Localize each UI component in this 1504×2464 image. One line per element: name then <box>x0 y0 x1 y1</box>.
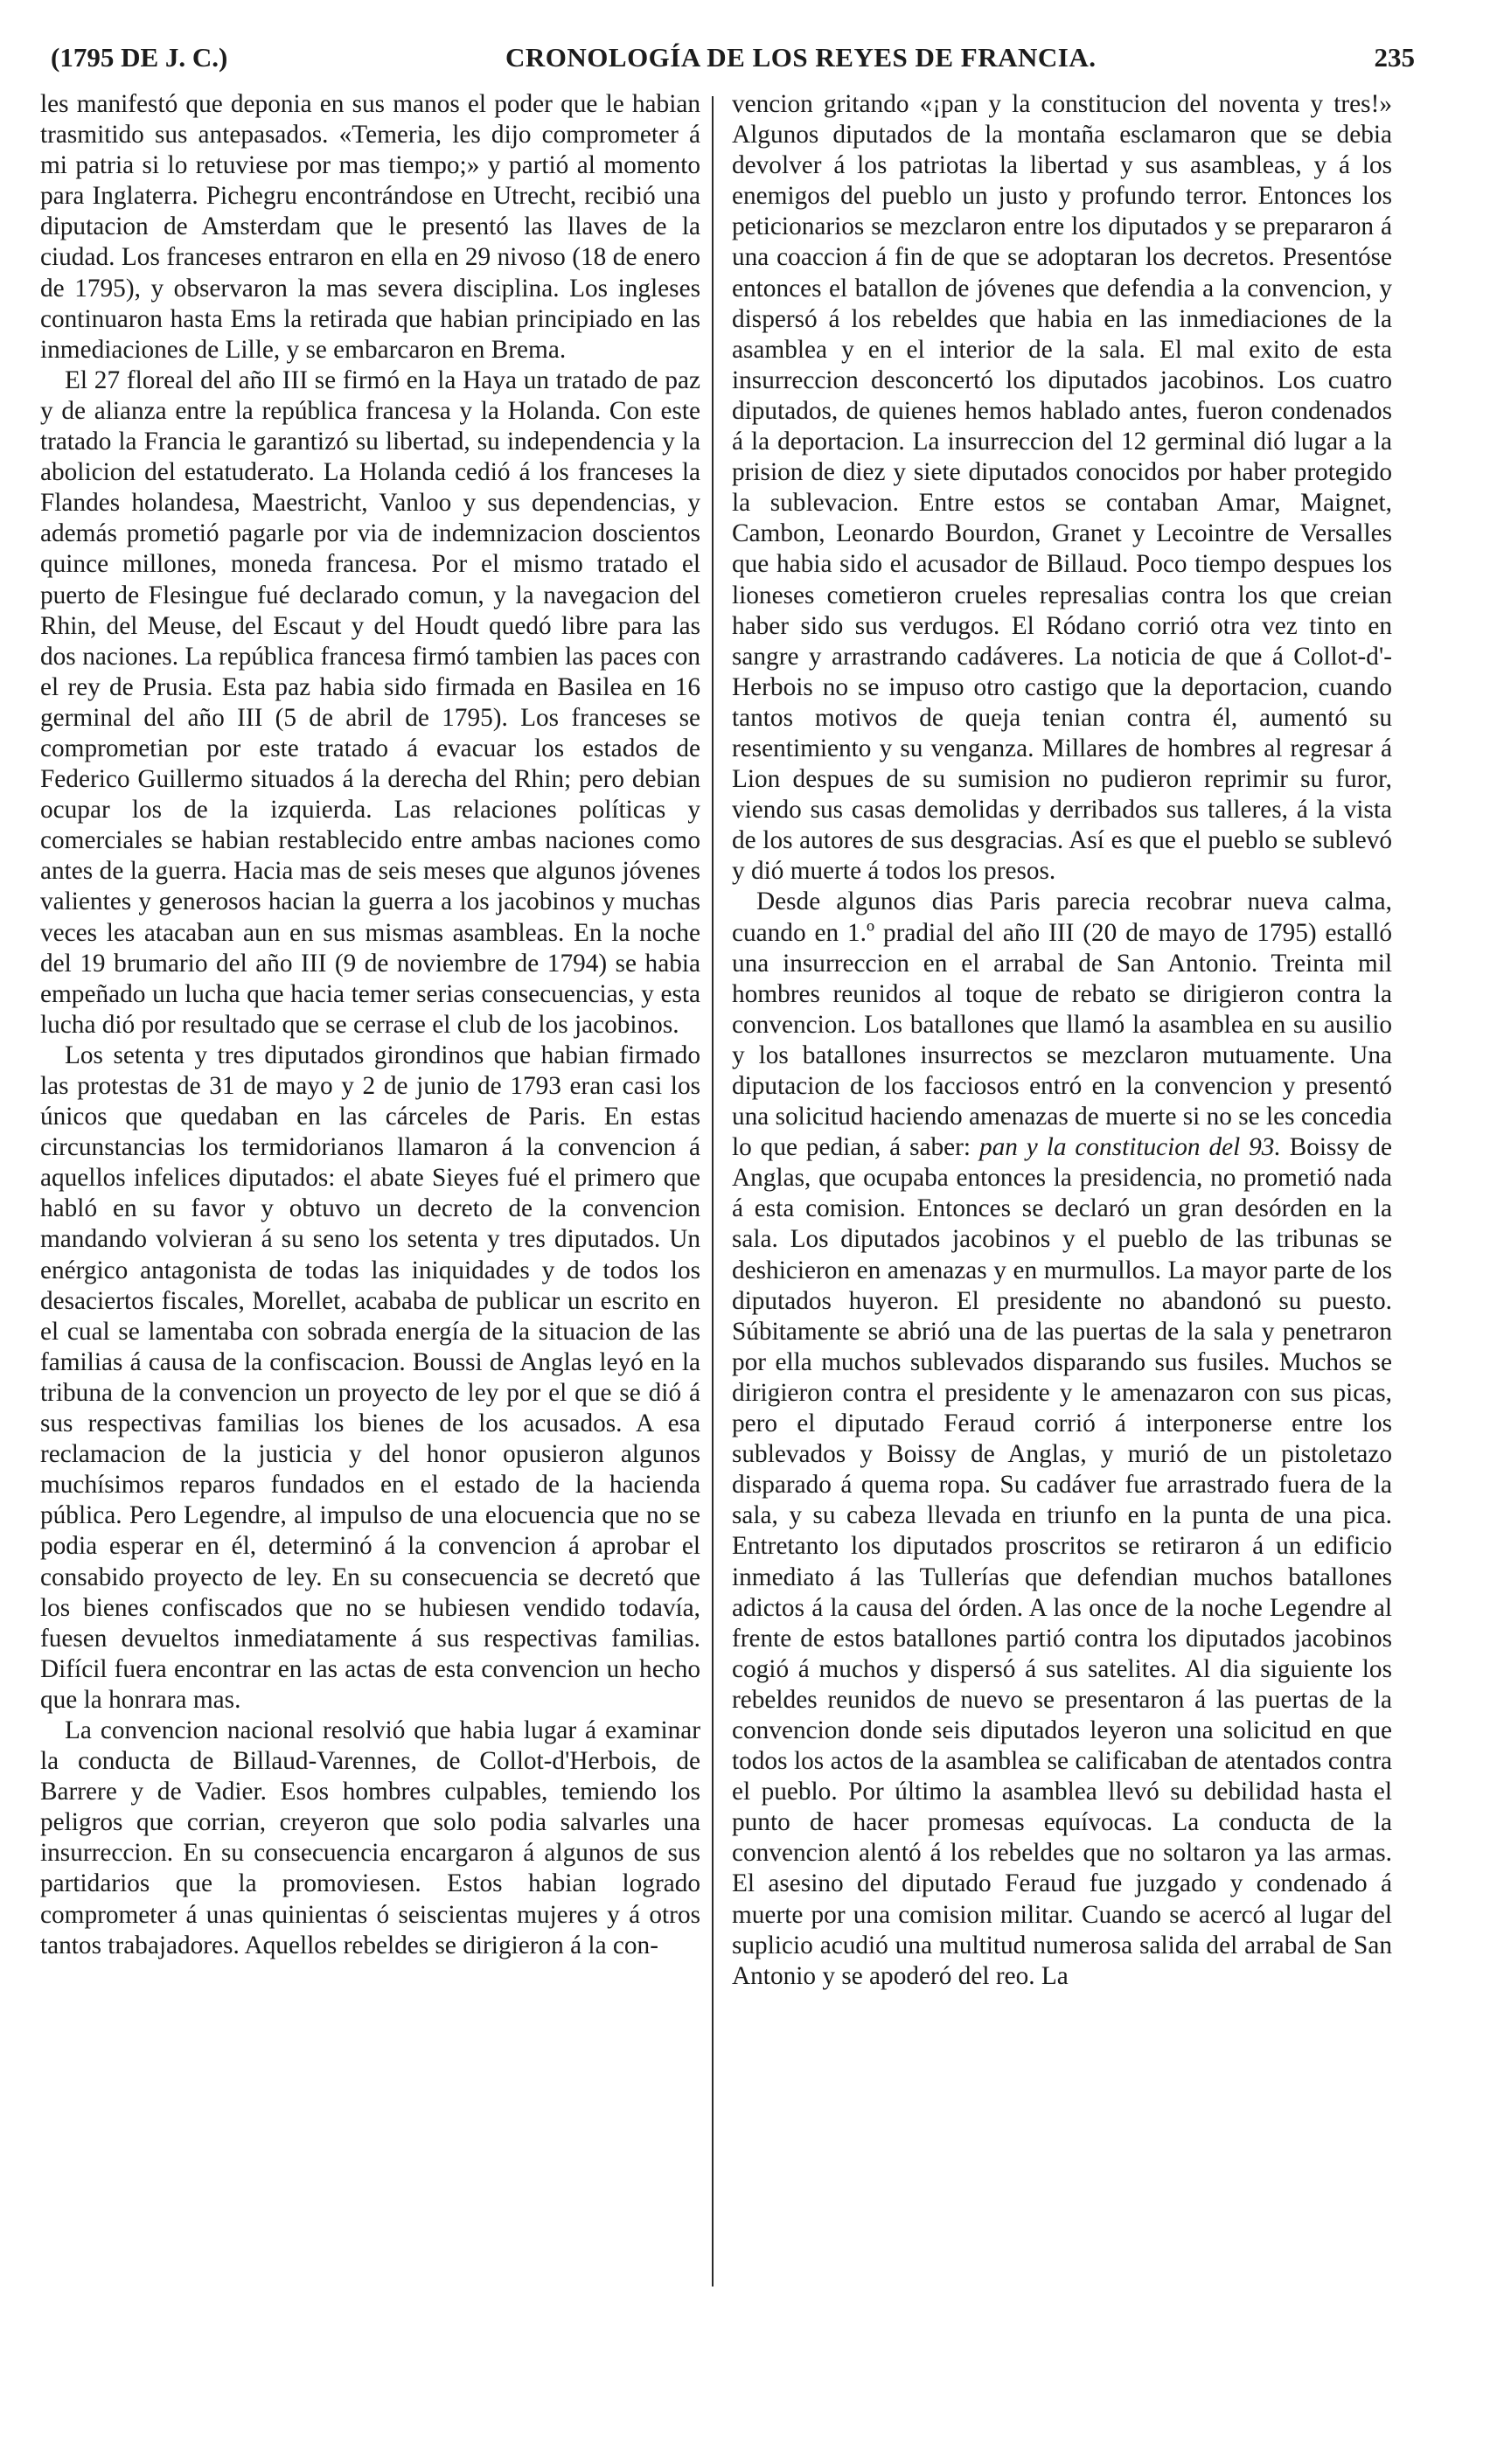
italic-quote: pan y la constitucion del 93. <box>978 1133 1281 1162</box>
paragraph: les manifestó que deponia en sus manos el poder que le habian trasmitido sus antepasados. «Temeria, les dijo comprometer á mi patria si lo retuviese por mas tiempo;» y partió al momento para Inglaterra. Pichegru encontrándose en Utrecht, recibió una diputacion de Amsterdam que le presentó las llaves de la ciudad. Los franceses entraron en ella en 29 nivoso (18 de enero de 1795), y observaron la mas severa disciplina. Los ingleses continuaron hasta Ems la retirada que habian principiado en las inmediaciones de Lille, y se embarcaron en Brema. <box>40 90 700 364</box>
column-divider <box>712 96 714 2287</box>
page-number: 235 <box>1374 42 1415 73</box>
right-column <box>732 89 1392 1992</box>
paragraph-text: Desde algunos dias Paris parecia recobrar nueva calma, cuando en 1.º pradial del año III (20 de mayo de 1795) estalló una insurreccion en el arrabal de San Antonio. Treinta mil hombres reunidos al toque de rebato se dirigieron contra la convencion. Los batallones que llamó la asamblea en su ausilio y los batallones insurrectos se mezclaron mutuamente. Una diputacion de los facciosos entró en la convencion y presentó una solicitud haciendo amenazas de muerte si no se les concedia lo que pedian, á saber: <box>732 887 1392 1162</box>
running-header <box>51 42 1415 82</box>
paragraph: El 27 floreal del año III se firmó en la Haya un tratado de paz y de alianza entre la república francesa y la Holanda. Con este tratado la Francia le garantizó su libertad, su independencia y la abolicion del estatuderato. La Holanda cedió á los franceses la Flandes holandesa, Maestricht, Vanloo y sus dependencias, y además prometió pagarle por via de indemnizacion doscientos quince millones, moneda francesa. Por el mismo tratado el puerto de Flesingue fué declarado comun, y la navegacion del Rhin, del Meuse, del Escaut y del Houdt quedó libre para las dos naciones. La república francesa firmó tambien las paces con el rey de Prusia. Esta paz habia sido firmada en Basilea en 16 germinal del año III (5 de abril de 1795). Los franceses se comprometian por este tratado á evacuar los estados de Federico Guillermo situados á la derecha del Rhin; pero debian ocupar los de la izquierda. Las relaciones políticas y comerciales se habian restablecido entre ambas naciones como antes de la guerra. Hacia mas de seis meses que algunos jóvenes valientes y generosos hacian la guerra a los jacobinos y muchas veces les atacaban aun en sus mismas asambleas. En la noche del 19 brumario del año III (9 de noviembre de 1794) se habia empeñado un lucha que hacia temer serias consecuencias, y esta lucha dió por resultado que se cerrase el club de los jacobinos. <box>40 365 700 1039</box>
paragraph: vencion gritando «¡pan y la constitucion del noventa y tres!» Algunos diputados de la montaña esclamaron que se debia devolver á los patriotas la libertad y sus asambleas, y á los enemigos del pueblo un justo y profundo terror. Entonces los peticionarios se mezclaron entre los diputados y se prepararon á una coaccion á fin de que se adoptaran los decretos. Presentóse entonces el batallon de jóvenes que defendia a la convencion, y dispersó á los rebeldes que habia en las inmediaciones de la asamblea y en el interior de la sala. El mal exito de esta insurreccion desconcertó los diputados jacobinos. Los cuatro diputados, de quienes hemos hablado antes, fueron condenados á la deportacion. La insurreccion del 12 germinal dió lugar a la prision de diez y siete diputados conocidos por haber protegido la sublevacion. Entre estos se contaban Amar, Maignet, Cambon, Leonardo Bourdon, Granet y Lecointre de Versalles que habia sido el acusador de Billaud. Poco tiempo despues los lioneses cometieron crueles represalias contra los que creian haber sido sus verdugos. El Ródano corrió otra vez tinto en sangre y arrastrando cadáveres. La noticia de que á Collot-d'-Herbois no se impuso otro castigo que la deportacion, cuando tantos motivos de queja tenian contra él, aumentó su resentimiento y su venganza. Millares de hombres al regresar á Lion despues de su sumision no pudieron reprimir su furor, viendo sus casas demolidas y derribados sus talleres, á la vista de los autores de sus desgracias. Así es que el pueblo se sublevó y dió muerte á todos los presos. <box>732 90 1392 886</box>
paragraph-text: Boissy de Anglas, que ocupaba entonces la presidencia, no prometió nada á esta comision. Entonces se declaró un gran desórden en la sala. Los diputados jacobinos y el pueblo de las tribunas se deshicieron en amenazas y en murmullos. La mayor parte de los diputados huyeron. El presidente no abandonó su puesto. Súbitamente se abrió una de las puertas de la sala y penetraron por ella muchos sublevados disparando sus fusiles. Muchos se dirigieron contra el presidente y le amenazaron con sus picas, pero el diputado Feraud corrió á interponerse entre los sublevados y Boissy de Anglas, y murió de un pistoletazo disparado á quema ropa. Su cadáver fue arrastrado fuera de la sala, y su cabeza llevada en triunfo en la punta de una pica. Entretanto los diputados proscritos se retiraron á un edificio inmediato á las Tullerías que defendian muchos batallones adictos á la causa del órden. A las once de la noche Legendre al frente de estos batallones partió contra los diputados jacobinos cogió á muchos y dispersó á sus satelites. Al dia siguiente los rebeldes reunidos de nuevo se presentaron á las puertas de la convencion donde seis diputados leyeron una solicitud en que todos los actos de la asamblea se calificaban de atentados contra el pueblo. Por último la asamblea llevó su debilidad hasta el punto de hacer promesas equívocas. La conducta de la convencion alentó á los rebeldes que no soltaron ya las armas. El asesino del diputado Feraud fue juzgado y condenado á muerte por una comision militar. Cuando se acercó al lugar del suplicio acudió una multitud numerosa salida del arrabal de San Antonio y se apoderó del reo. La <box>732 1133 1393 1990</box>
header-date: (1795 DE J. C.) <box>51 42 228 73</box>
header-title: CRONOLOGÍA DE LOS REYES DE FRANCIA. <box>505 42 1097 73</box>
paragraph <box>732 887 1392 1991</box>
left-column <box>40 89 700 1961</box>
paragraph: Los setenta y tres diputados girondinos que habian firmado las protestas de 31 de mayo y 2 de junio de 1793 eran casi los únicos que quedaban en las cárceles de Paris. En estas circunstancias los termidorianos llamaron á la convencion á aquellos infelices diputados: el abate Sieyes fué el primero que habló en su favor y obtuvo un decreto de la convencion mandando volvieran á su seno los setenta y tres diputados. Un enérgico antagonista de todas las iniquidades y de todos los desaciertos fiscales, Morellet, acababa de publicar un escrito en el cual se lamentaba con sobrada energía de la situacion de las familias á causa de la confiscacion. Boussi de Anglas leyó en la tribuna de la convencion un proyecto de ley por el que se dió á sus respectivas familias los bienes de los acusados. A esa reclamacion de la justicia y del honor opusieron algunos muchísimos reparos fundados en el estado de la hacienda pública. Pero Legendre, al impulso de una elocuencia que no se podia esperar en él, determinó á la convencion á aprobar el consabido proyecto de ley. En su consecuencia se decretó que los bienes confiscados que no se hubiesen vendido todavía, fuesen devueltos inmediatamente á sus respectivas familias. Difícil fuera encontrar en las actas de esta convencion un hecho que la honrara mas. <box>40 1041 700 1714</box>
paragraph: La convencion nacional resolvió que habia lugar á examinar la conducta de Billaud-Varennes, de Collot-d'Herbois, de Barrere y de Vadier. Esos hombres culpables, temiendo los peligros que corrian, creyeron que solo podia salvarles una insurreccion. En su consecuencia encargaron á algunos de sus partidarios que la promoviesen. Estos habian logrado comprometer á unas quinientas ó seiscientas mujeres y á otros tantos trabajadores. Aquellos rebeldes se dirigieron á la con- <box>40 1716 700 1959</box>
